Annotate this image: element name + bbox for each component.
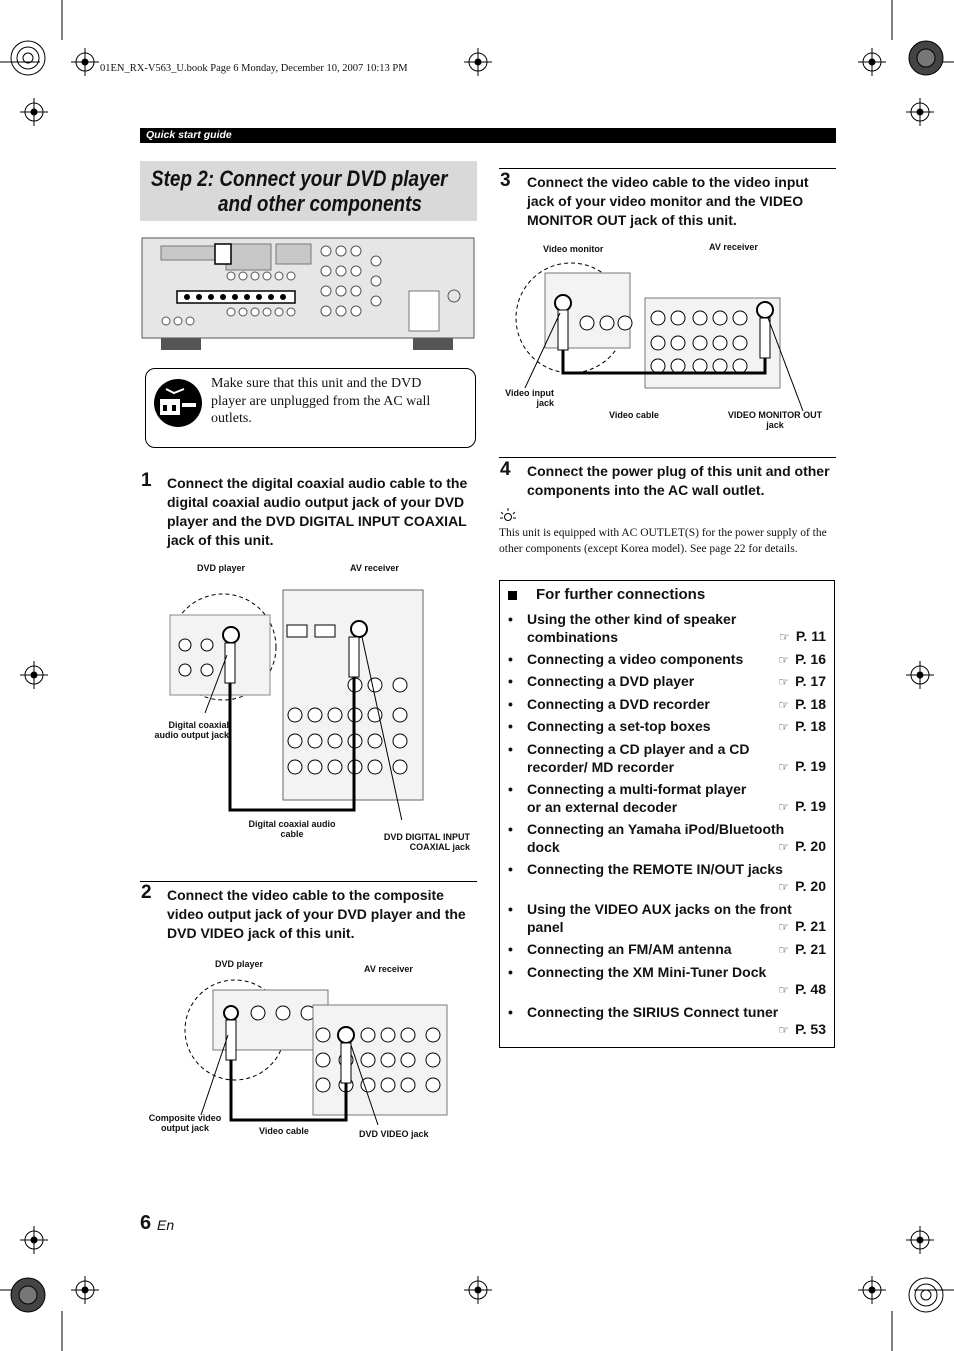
page-number: 6 (140, 1212, 152, 1234)
fig2-cable-label: Video cable (259, 1126, 309, 1136)
step-1-text: Connect the digital coaxial audio cable to the digital coaxial audio output jack of your DVD player and the DVD DIGITAL INPUT COAXIAL jack of this unit. (167, 475, 468, 548)
divider (140, 881, 477, 882)
fig1-input-jack-label: DVD DIGITAL INPUT COAXIAL jack (383, 832, 470, 852)
further-heading: For further connections (536, 586, 706, 603)
step-1-number: 1 (141, 470, 152, 491)
step-3-text: Connect the video cable to the video input jack of your video monitor and the VIDEO MONITOR OUT jack of this unit. (527, 174, 809, 228)
av-receiver-rear-panel-illustration (141, 236, 477, 356)
fig2-input-jack-label: DVD VIDEO jack (359, 1129, 429, 1139)
print-header: 01EN_RX-V563_U.book Page 6 Monday, December 10, 2007 10:13 PM (100, 63, 408, 74)
page-title-line1: Step 2: Connect your DVD player (151, 166, 448, 191)
figure-3-monitor-connection (515, 258, 815, 418)
fig3-av-receiver-label: AV receiver (709, 242, 758, 252)
list-item: • Using the other kind of speaker combinations ☞ P. 11 (508, 611, 826, 645)
further-connections-box: For further connections • Using the other kind of speaker combinations ☞ P. 11 • Connecting a video components ☞ P. 16 • Connecting a DVD player ☞ P. 17 • Connecting a DVD recorder ☞ P. 18 • Connecting a set-top boxes ☞ P. 18 • Connecting a CD player and a CD recorder/ MD recorder ☞ P. 19 • Connecting a multi-format player or an external decoder ☞ P. 19 • Connecting an Yamaha iPod/Bluetooth dock ☞ P. 20 • Connecting the REMOTE IN/OUT jacks ☞ P. 20 • Using the VIDEO AUX jacks on the front panel ☞ P. 21 • Connecting an FM/AM antenna ☞ P. 21 • Connecting the XM Mini-Tuner Dock ☞ P. 48 • Connecting the SIRIUS Connect tuner ☞ P. 53 (499, 580, 835, 1048)
fig3-input-jack-label: Video input jack (505, 388, 554, 408)
fig2-output-jack-label: Composite video output jack (148, 1113, 222, 1133)
fig1-av-receiver-label: AV receiver (350, 563, 399, 573)
step-2-number: 2 (141, 882, 152, 903)
page-title-line2: and other components (218, 191, 422, 216)
step-3-number: 3 (500, 170, 511, 191)
caution-note-box (145, 368, 476, 448)
fig1-dvd-player-label: DVD player (197, 563, 246, 573)
section-label: Quick start guide (140, 128, 836, 143)
fig1-cable-label: Digital coaxial audio cable (248, 819, 336, 839)
further-heading-square-icon (508, 591, 517, 600)
divider (499, 457, 836, 458)
tip-lightbulb-icon (500, 508, 516, 524)
caution-note-text: Make sure that this unit and the DVD player are unplugged from the AC wall outlets. (211, 376, 431, 426)
fig3-output-jack-label: VIDEO MONITOR OUT jack (727, 410, 823, 430)
fig3-cable-label: Video cable (609, 410, 659, 420)
tip-text: This unit is equipped with AC OUTLET(S) for the power supply of the other components (except Korea model). See page 22 for details. (499, 527, 827, 555)
step-4-text: Connect the power plug of this unit and other components into the AC wall outlet. (527, 463, 830, 498)
figure-1-coaxial-connection (165, 585, 425, 820)
fig2-av-receiver-label: AV receiver (364, 964, 413, 974)
fig3-monitor-label: Video monitor (543, 244, 604, 254)
figure-2-composite-video-connection (183, 975, 449, 1125)
unplug-icon (152, 377, 204, 429)
fig2-dvd-player-label: DVD player (215, 959, 264, 969)
title-box (140, 161, 477, 221)
fig1-output-jack-label: Digital coaxial audio output jack (154, 720, 229, 740)
page-language: En (157, 1217, 175, 1233)
divider (499, 168, 836, 169)
step-4-number: 4 (500, 459, 511, 480)
step-2-text: Connect the video cable to the composite video output jack of your DVD player and the DVD VIDEO jack of this unit. (167, 887, 466, 941)
